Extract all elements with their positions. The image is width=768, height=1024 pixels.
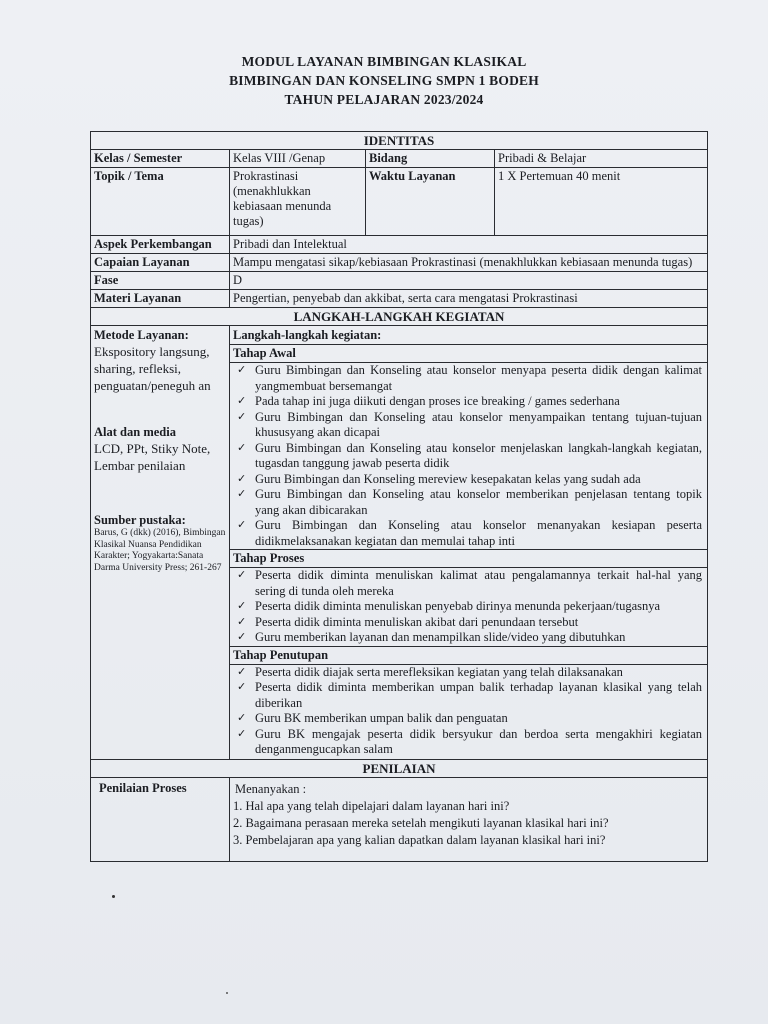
check-icon: ✓ bbox=[237, 681, 247, 693]
list-item bbox=[233, 599, 702, 615]
check-icon: ✓ bbox=[237, 665, 247, 678]
label-sumber: Sumber pustaka: bbox=[94, 513, 186, 527]
ink-speck bbox=[226, 992, 228, 994]
list-item-text: Peserta didik diminta menuliskan kalimat atau pengalamannya terkait hal-hal yang sering di tunda oleh mereka bbox=[255, 568, 702, 598]
langkah-header-row bbox=[91, 308, 708, 326]
list-item bbox=[233, 615, 702, 631]
row-penilaian bbox=[91, 777, 708, 861]
list-item-text: Peserta didik diminta memberikan umpan balik terhadap layanan klasikal yang telah diberikan bbox=[255, 680, 702, 710]
value-capaian: Mampu mengatasi sikap/kebiasaan Prokrastinasi (menakhlukkan kebiasaan menunda tugas) bbox=[230, 254, 708, 272]
value-aspek: Pribadi dan Intelektual bbox=[230, 236, 708, 254]
value-metode: Ekspository langsung, sharing, refleksi, penguatan/peneguh an bbox=[94, 344, 211, 393]
list-item-text: Guru Bimbingan dan Konseling atau konselor menyapa peserta didik dengan kalimat yangmembuat bersemangat bbox=[255, 363, 702, 393]
ink-speck bbox=[112, 895, 115, 898]
label-capaian: Capaian Layanan bbox=[91, 254, 230, 272]
stage-label-penutupan: Tahap Penutupan bbox=[230, 646, 707, 665]
list-item bbox=[233, 680, 702, 711]
row-kelas bbox=[91, 150, 708, 168]
row-materi bbox=[91, 290, 708, 308]
identitas-header-row bbox=[91, 132, 708, 150]
list-proses bbox=[233, 568, 704, 646]
check-icon: ✓ bbox=[237, 600, 247, 612]
check-icon: ✓ bbox=[237, 615, 247, 628]
list-item bbox=[233, 472, 702, 488]
value-fase: D bbox=[230, 272, 708, 290]
value-sumber: Barus, G (dkk) (2016), Bimbingan Klasikal Nuansa Pendidikan Karakter; Yogyakarta:Sanata Darma University Press; 261-267 bbox=[94, 528, 226, 573]
check-icon: ✓ bbox=[237, 727, 247, 740]
stage-label-awal: Tahap Awal bbox=[230, 344, 707, 363]
row-aspek bbox=[91, 236, 708, 254]
list-item-text: Peserta didik diminta menuliskan penyebab dirinya menunda pekerjaan/tugasnya bbox=[255, 599, 661, 613]
check-icon: ✓ bbox=[237, 364, 247, 376]
penilaian-content bbox=[230, 777, 708, 861]
section-title-penilaian: PENILAIAN bbox=[91, 759, 708, 777]
list-item-text: Guru BK memberikan umpan balik dan penguatan bbox=[255, 711, 508, 725]
langkah-right-column bbox=[230, 326, 708, 760]
langkah-left-column bbox=[91, 326, 230, 760]
check-icon: ✓ bbox=[237, 712, 247, 724]
value-kelas: Kelas VIII /Genap bbox=[230, 150, 366, 168]
list-item bbox=[233, 441, 702, 472]
list-item-text: Peserta didik diminta menuliskan akibat dari penundaan tersebut bbox=[255, 614, 579, 629]
section-title-langkah: LANGKAH-LANGKAH KEGIATAN bbox=[91, 308, 708, 326]
title-line-2: BIMBINGAN DAN KONSELING SMPN 1 BODEH bbox=[229, 73, 539, 88]
value-topik: Prokrastinasi (menakhlukkan kebiasaan menunda tugas) bbox=[230, 168, 366, 236]
label-materi: Materi Layanan bbox=[91, 290, 230, 308]
check-icon: ✓ bbox=[237, 569, 247, 581]
list-awal bbox=[233, 363, 704, 549]
penilaian-intro: Menanyakan : bbox=[235, 781, 307, 796]
penilaian-header-row bbox=[91, 759, 708, 777]
row-topik bbox=[91, 168, 708, 236]
list-item bbox=[233, 727, 702, 758]
list-item bbox=[233, 518, 702, 549]
list-item-text: Pada tahap ini juga diikuti dengan proses ice breaking / games sederhana bbox=[255, 394, 620, 408]
check-icon: ✓ bbox=[237, 472, 247, 485]
penilaian-question-1: 1. Hal apa yang telah dipelajari dalam layanan hari ini? bbox=[233, 798, 510, 813]
label-aspek: Aspek Perkembangan bbox=[91, 236, 230, 254]
label-bidang: Bidang bbox=[366, 150, 495, 168]
list-item-text: Guru memberikan layanan dan menampilkan slide/video yang dibutuhkan bbox=[255, 630, 626, 644]
title-line-1: MODUL LAYANAN BIMBINGAN KLASIKAL bbox=[241, 54, 527, 69]
list-penutupan bbox=[233, 665, 704, 758]
penilaian-question-2: 2. Bagaimana perasaan mereka setelah mengikuti layanan klasikal hari ini? bbox=[233, 815, 609, 830]
check-icon: ✓ bbox=[237, 395, 247, 407]
langkah-heading: Langkah-langkah kegiatan: bbox=[233, 328, 382, 342]
check-icon: ✓ bbox=[237, 631, 247, 643]
value-waktu: 1 X Pertemuan 40 menit bbox=[495, 168, 708, 236]
label-topik: Topik / Tema bbox=[91, 168, 230, 236]
label-fase: Fase bbox=[91, 272, 230, 290]
module-table bbox=[90, 131, 708, 862]
check-icon: ✓ bbox=[237, 410, 247, 423]
label-waktu: Waktu Layanan bbox=[366, 168, 495, 236]
title-line-3: TAHUN PELAJARAN 2023/2024 bbox=[284, 92, 484, 107]
value-materi: Pengertian, penyebab dan akkibat, serta cara mengatasi Prokrastinasi bbox=[230, 290, 708, 308]
list-item bbox=[233, 394, 702, 410]
label-kelas: Kelas / Semester bbox=[91, 150, 230, 168]
check-icon: ✓ bbox=[237, 519, 247, 531]
list-item bbox=[233, 711, 702, 727]
penilaian-question-3: 3. Pembelajaran apa yang kalian dapatkan dalam layanan klasikal hari ini? bbox=[233, 832, 606, 847]
row-langkah bbox=[91, 326, 708, 760]
section-title-identitas: IDENTITAS bbox=[91, 132, 708, 150]
value-bidang: Pribadi & Belajar bbox=[495, 150, 708, 168]
list-item bbox=[233, 410, 702, 441]
list-item bbox=[233, 487, 702, 518]
list-item-text: Peserta didik diajak serta merefleksikan kegiatan yang telah dilaksanakan bbox=[255, 664, 623, 679]
label-penilaian-proses: Penilaian Proses bbox=[91, 777, 230, 861]
list-item-text: Guru Bimbingan dan Konseling atau konselor memberikan penjelasan tentang topik yang akan dibicarakan bbox=[255, 487, 702, 517]
list-item-text: Guru Bimbingan dan Konseling atau konselor menanyakan kesiapan peserta didikmelaksanakan kegiatan dan memulai tahap inti bbox=[255, 518, 702, 548]
check-icon: ✓ bbox=[237, 441, 247, 454]
row-fase bbox=[91, 272, 708, 290]
document-title bbox=[0, 52, 768, 109]
list-item bbox=[233, 630, 702, 646]
check-icon: ✓ bbox=[237, 488, 247, 500]
list-item bbox=[233, 665, 702, 681]
list-item bbox=[233, 568, 702, 599]
label-metode: Metode Layanan: bbox=[94, 328, 189, 342]
stage-label-proses: Tahap Proses bbox=[230, 549, 707, 568]
list-item bbox=[233, 363, 702, 394]
row-capaian bbox=[91, 254, 708, 272]
list-item-text: Guru Bimbingan dan Konseling atau konselor menjelaskan langkah-langkah kegiatan, tugasdan tanggung jawab peserta didik bbox=[255, 440, 702, 470]
list-item-text: Guru BK mengajak peserta didik bersyukur dan berdoa serta mengakhiri kegiatan denganmengucapkan salam bbox=[255, 726, 702, 756]
label-alat: Alat dan media bbox=[94, 425, 176, 439]
list-item-text: Guru Bimbingan dan Konseling atau konselor menyampaikan tentang tujuan-tujuan khususyang akan dicapai bbox=[255, 409, 702, 439]
value-alat: LCD, PPt, Stiky Note, Lembar penilaian bbox=[94, 441, 211, 473]
list-item-text: Guru Bimbingan dan Konseling mereview kesepakatan kelas yang sudah ada bbox=[255, 471, 641, 486]
